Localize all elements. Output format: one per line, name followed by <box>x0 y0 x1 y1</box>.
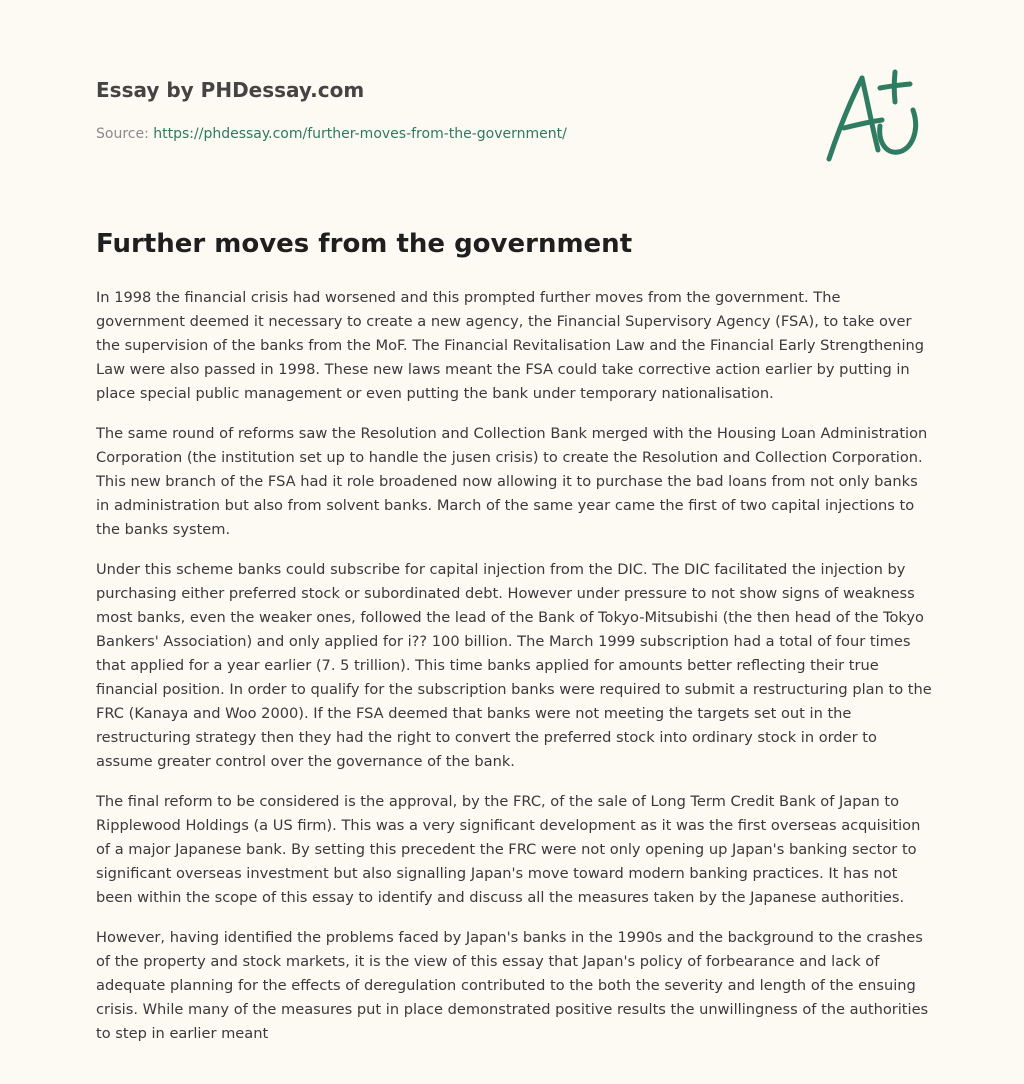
article-paragraph: However, having identified the problems faced by Japan's banks in the 1990s and the background to the crashes of the property and stock markets, it is the view of this essay that Japan's policy of forbearance and lack of adequate planning for the effects of deregulation contributed to the both the severity and length of the ensuing crisis. While many of the measures put in place demonstrated positive results the unwillingness of the authorities to step in earlier meant <box>96 929 929 1042</box>
source-line <box>96 124 936 144</box>
article-paragraph: In 1998 the financial crisis had worsened and this prompted further moves from the government. The government deemed it necessary to create a new agency, the Financial Supervisory Agency (FSA), to take over the supervision of the banks from the MoF. The Financial Revitalisation Law and the Financial Early Strengthening Law were also passed in 1998. These new laws meant the FSA could take corrective action earlier by putting in place special public management or even putting the bank under temporary nationalisation. <box>96 289 925 402</box>
article-paragraph: The final reform to be considered is the approval, by the FRC, of the sale of Long Term Credit Bank of Japan to Ripplewood Holdings (a US firm). This was a very significant development as it was the first overseas acquisition of a major Japanese bank. By setting this precedent the FRC were not only opening up Japan's banking sector to significant overseas investment but also signalling Japan's move toward modern banking practices. It has not been within the scope of this essay to identify and discuss all the measures taken by the Japanese authorities. <box>96 793 921 906</box>
a-plus-grade-icon <box>822 66 926 166</box>
site-brand: Essay by PHDessay.com <box>96 78 365 102</box>
article-paragraph: The same round of reforms saw the Resolution and Collection Bank merged with the Housing Loan Administration Corporation (the institution set up to handle the jusen crisis) to create the Resolution and Collection Corporation. This new branch of the FSA had it role broadened now allowing it to purchase the bad loans from not only banks in administration but also from solvent banks. March of the same year came the first of two capital injections to the banks system. <box>96 425 928 538</box>
article-paragraph: Under this scheme banks could subscribe for capital injection from the DIC. The DIC facilitated the injection by purchasing either preferred stock or subordinated debt. However under pressure to not show signs of weakness most banks, even the weaker ones, followed the lead of the Bank of Tokyo-Mitsubishi (the then head of the Tokyo Bankers' Association) and only applied for i?? 100 billion. The March 1999 subscription had a total of four times that applied for a year earlier (7. 5 trillion). This time banks applied for amounts better reflecting their true financial position. In order to qualify for the subscription banks were required to submit a restructuring plan to the FRC (Kanaya and Woo 2000). If the FSA deemed that banks were not meeting the targets set out in the restructuring strategy then they had the right to convert the preferred stock into ordinary stock in order to assume greater control over the governance of the bank. <box>96 561 932 770</box>
source-label: Source: <box>96 126 149 142</box>
article-body <box>96 286 932 1062</box>
essay-header <box>96 76 936 144</box>
article-title: Further moves from the government <box>96 229 633 259</box>
source-link[interactable]: https://phdessay.com/further-moves-from-the-government/ <box>153 126 567 142</box>
